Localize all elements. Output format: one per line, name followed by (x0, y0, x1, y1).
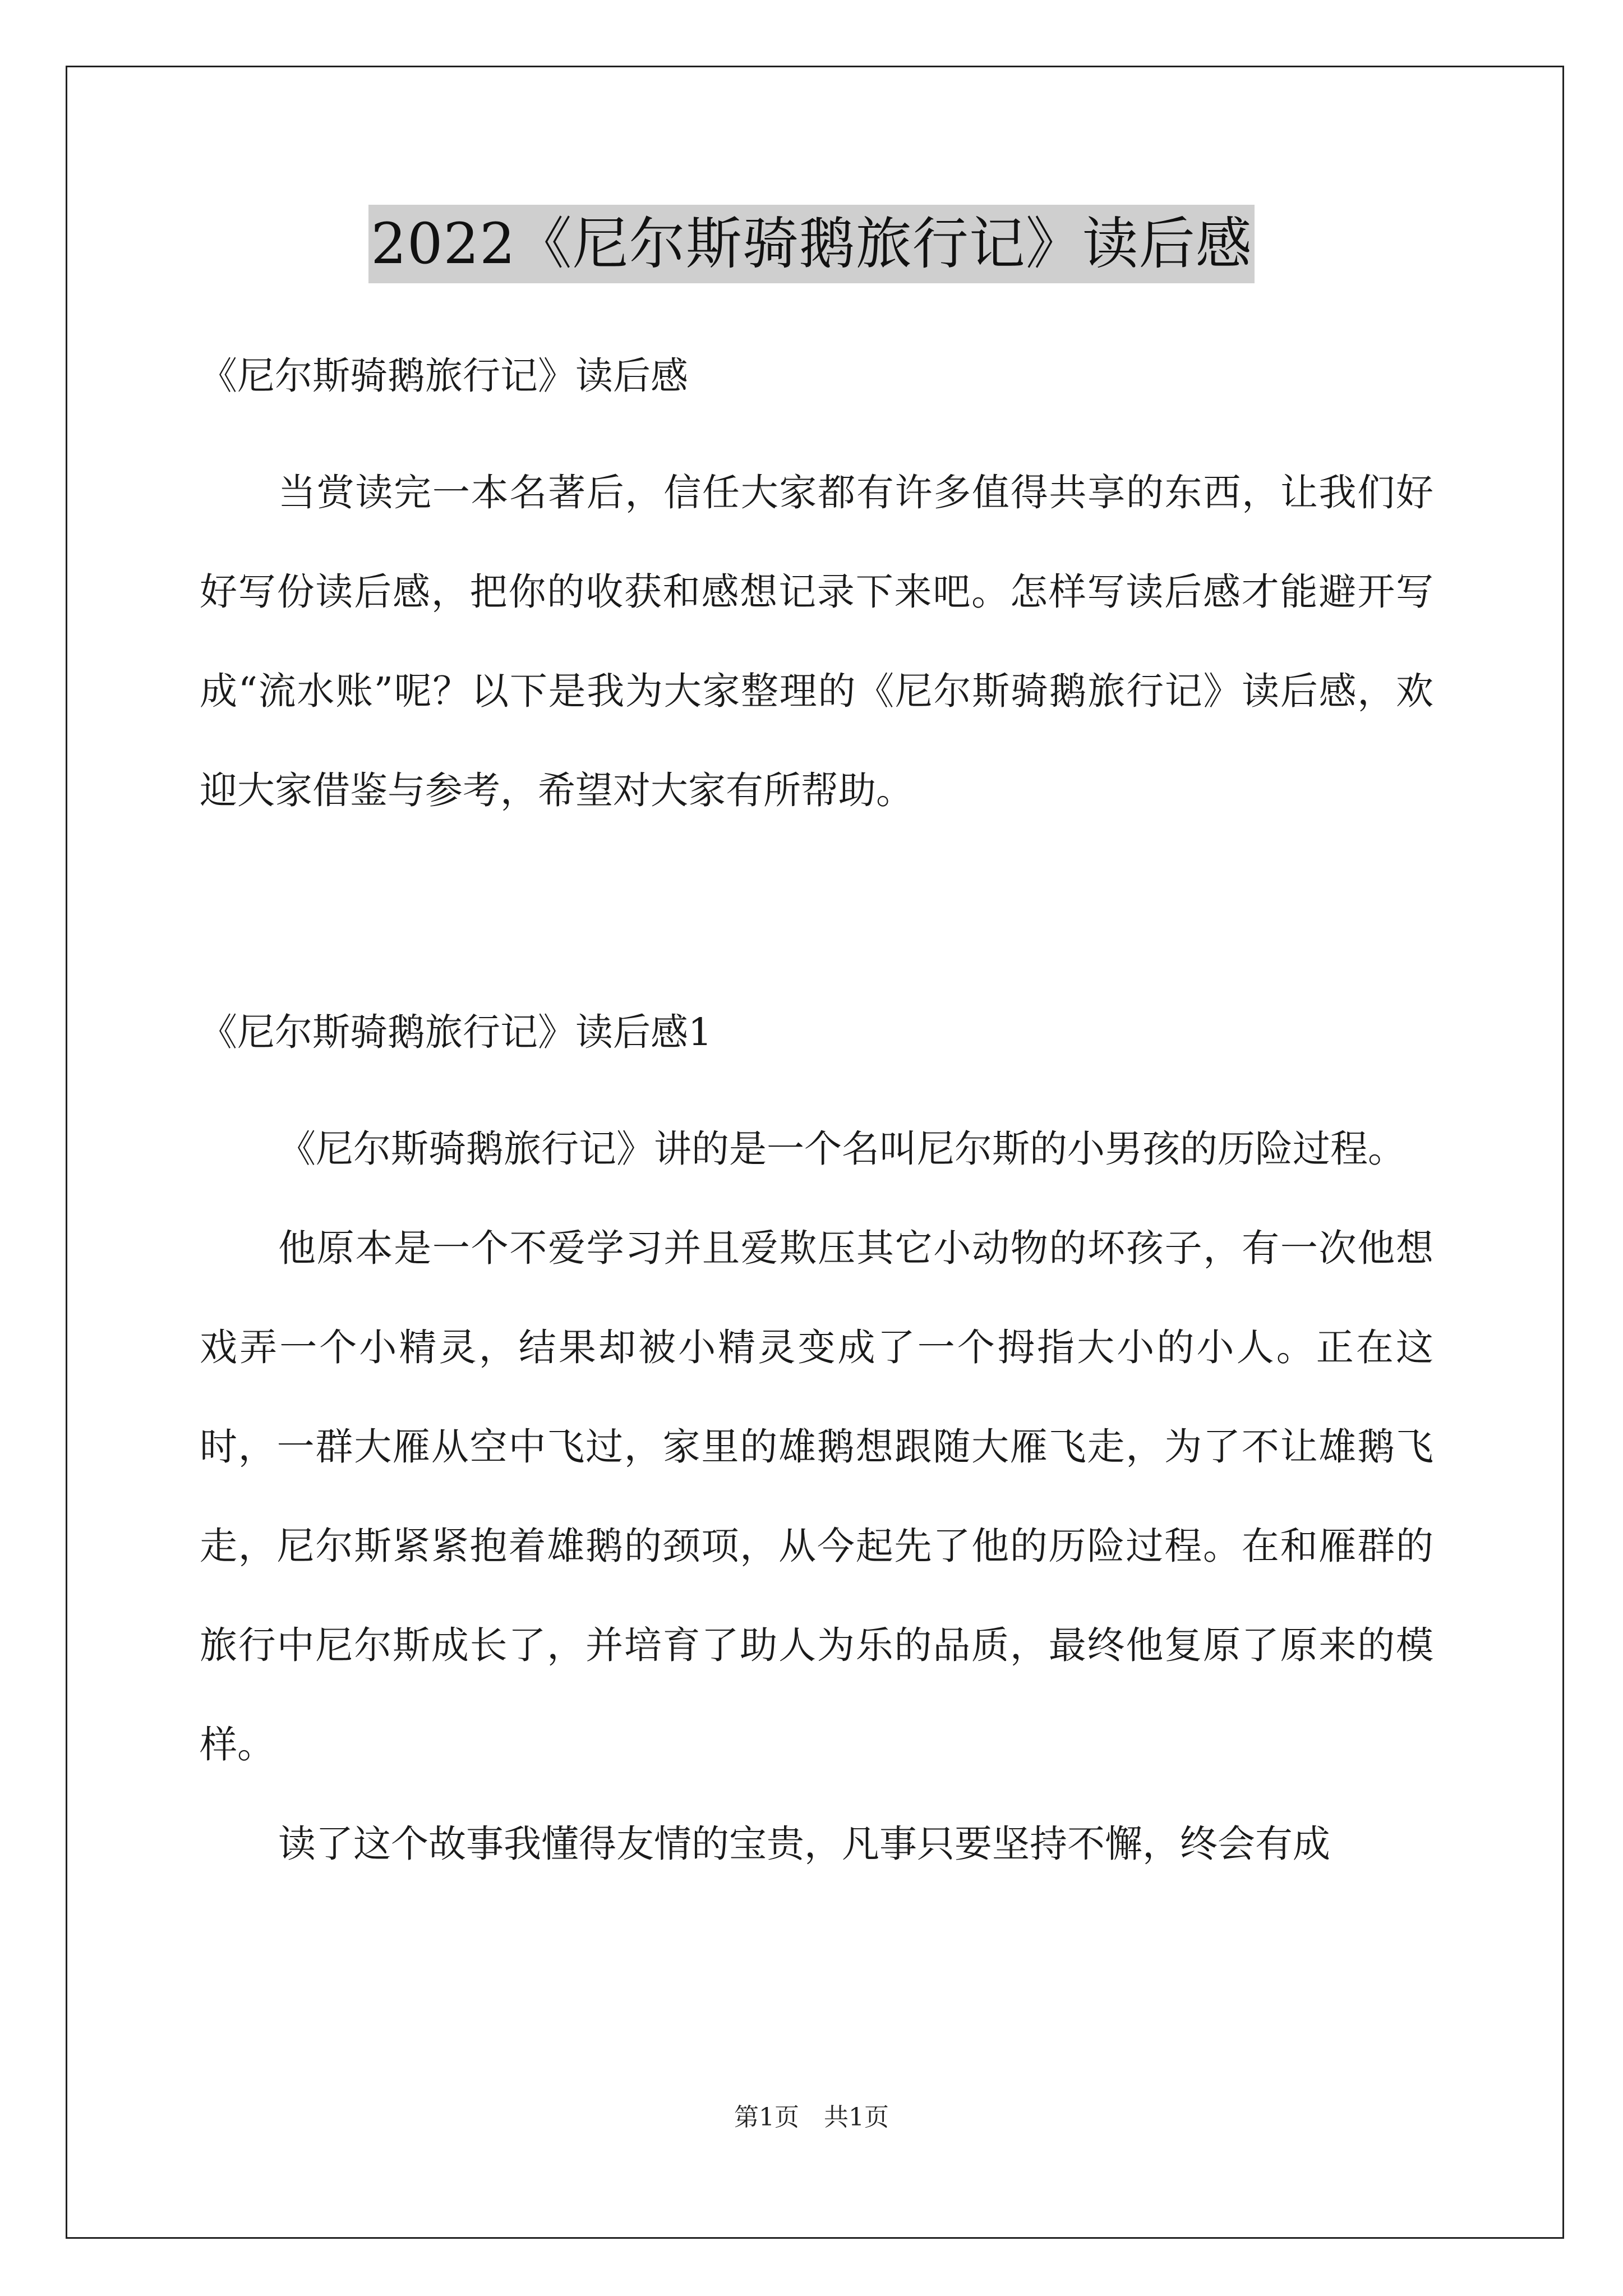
section1-paragraph: 读了这个故事我懂得友情的宝贵，凡事只要坚持不懈，终会有成 (278, 1822, 1330, 1866)
page-footer (0, 2097, 1623, 2133)
title-container (0, 205, 1623, 283)
intro-heading: 《尼尔斯骑鹅旅行记》读后感 (200, 354, 688, 398)
page-total: 共1页 (824, 2103, 889, 2132)
page-number: 第1页 (734, 2103, 799, 2132)
intro-paragraph: 当赏读完一本名著后，信任大家都有许多值得共享的东西，让我们好好写份读后感，把你的收获和感想记录下来吧。怎样写读后感才能避开写成“流水账”呢？以下是我为大家整理的《尼尔斯骑鹅旅行记》读后感，欢迎大家借鉴与参考，希望对大家有所帮助。 (200, 471, 1433, 812)
document-title: 2022《尼尔斯骑鹅旅行记》读后感 (368, 205, 1255, 283)
section1-paragraph: 《尼尔斯骑鹅旅行记》讲的是一个名叫尼尔斯的小男孩的历险过程。 (278, 1127, 1405, 1171)
intro-paragraph-block (200, 443, 1433, 840)
section1-heading: 《尼尔斯骑鹅旅行记》读后感1 (200, 1010, 712, 1054)
intro-heading-block (200, 348, 1433, 404)
section1-paragraph: 他原本是一个不爱学习并且爱欺压其它小动物的坏孩子，有一次他想戏弄一个小精灵，结果却被小精灵变成了一个拇指大小的小人。正在这时，一群大雁从空中飞过，家里的雄鹅想跟随大雁飞走，为了不让雄鹅飞走，尼尔斯紧紧抱着雄鹅的颈项，从今起先了他的历险过程。在和雁群的旅行中尼尔斯成长了，并培育了助人为乐的品质，最终他复原了原来的模样。 (200, 1226, 1433, 1766)
section1-body (200, 1099, 1433, 1894)
section1-heading-block (200, 1004, 1433, 1060)
